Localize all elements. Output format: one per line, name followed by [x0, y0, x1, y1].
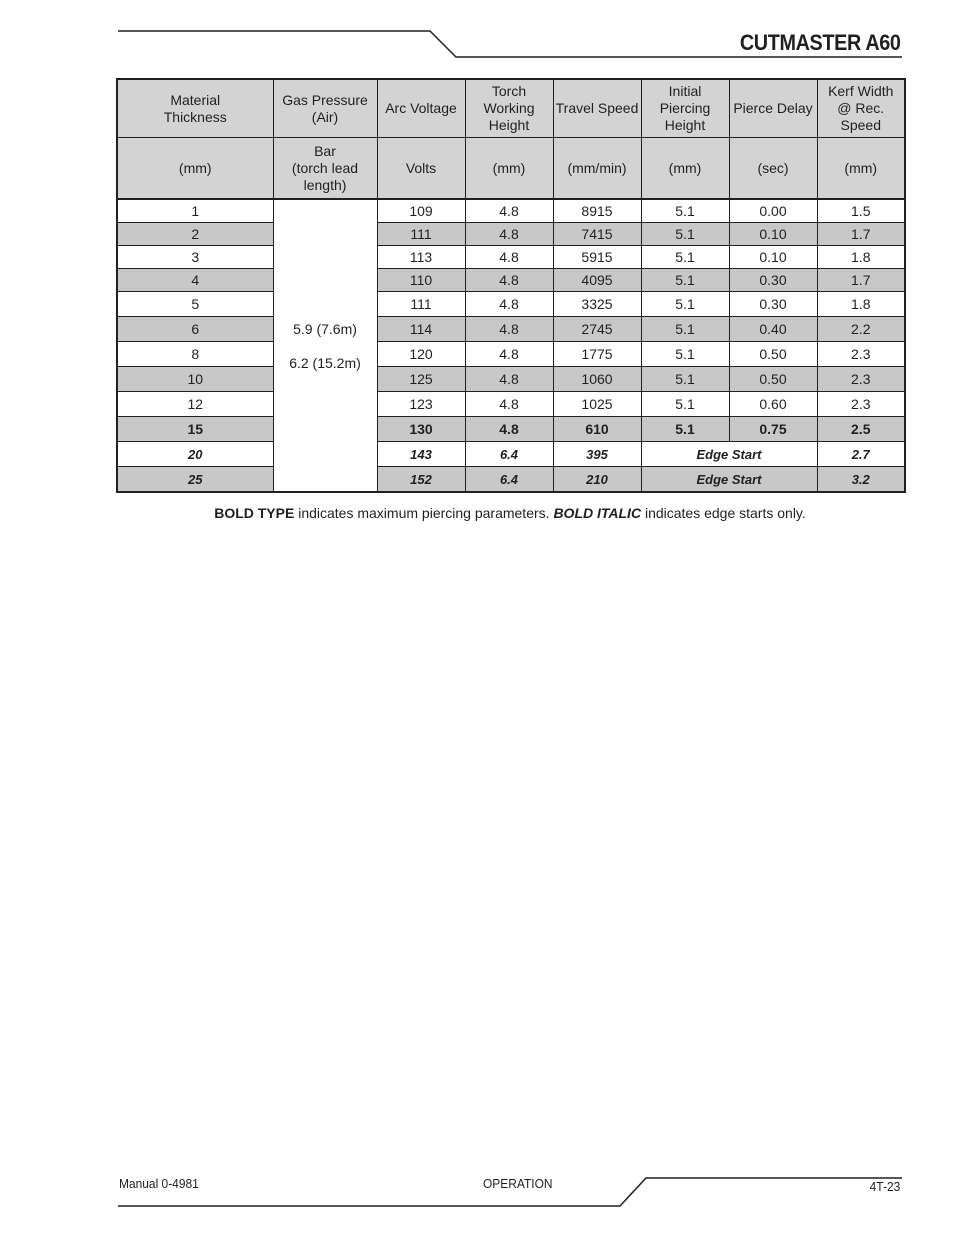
cell-initial-height: 5.1: [641, 246, 729, 269]
cell-thickness: 8: [117, 342, 273, 367]
cell-kerf-width: 1.7: [817, 269, 905, 292]
unit-travel-speed: (mm/min): [553, 138, 641, 200]
cell-torch-height: 4.8: [465, 223, 553, 246]
cell-thickness: 15: [117, 417, 273, 442]
cell-initial-height: 5.1: [641, 417, 729, 442]
cell-kerf-width: 2.3: [817, 342, 905, 367]
units-row: [117, 138, 905, 200]
cell-arc-voltage: 120: [377, 342, 465, 367]
cell-torch-height: 4.8: [465, 269, 553, 292]
cell-kerf-width: 1.7: [817, 223, 905, 246]
cell-kerf-width: 1.8: [817, 246, 905, 269]
cell-initial-height: 5.1: [641, 342, 729, 367]
cell-thickness: 2: [117, 223, 273, 246]
cell-kerf-width: 2.7: [817, 442, 905, 467]
cell-arc-voltage: 110: [377, 269, 465, 292]
header-material-thickness: Material Thickness: [117, 79, 273, 138]
table-footnote: [33, 505, 954, 521]
cell-arc-voltage: 130: [377, 417, 465, 442]
table-row: [117, 269, 905, 292]
header-torch-working-height: Torch Working Height: [465, 79, 553, 138]
cell-arc-voltage: 114: [377, 317, 465, 342]
unit-pierce-delay: (sec): [729, 138, 817, 200]
page-number: 4T-23: [869, 1179, 900, 1194]
table-row: [117, 223, 905, 246]
cell-pierce-delay: 0.30: [729, 269, 817, 292]
cell-pierce-delay: 0.50: [729, 367, 817, 392]
bold-italic-label: BOLD ITALIC: [553, 505, 642, 521]
cell-travel-speed: 3325: [553, 292, 641, 317]
header-kerf-width: Kerf Width @ Rec. Speed: [817, 79, 905, 138]
cell-edge-start: Edge Start: [641, 442, 817, 467]
cell-thickness: 25: [117, 467, 273, 493]
header-pierce-delay: Pierce Delay: [729, 79, 817, 138]
table-row: [117, 392, 905, 417]
cut-parameters-table: [116, 78, 906, 493]
cell-thickness: 3: [117, 246, 273, 269]
header-gas-pressure: Gas Pressure (Air): [273, 79, 377, 138]
cell-arc-voltage: 113: [377, 246, 465, 269]
cell-torch-height: 4.8: [465, 317, 553, 342]
table-row: [117, 442, 905, 467]
table-row: [117, 246, 905, 269]
table-row: [117, 292, 905, 317]
table-row: [117, 342, 905, 367]
cell-travel-speed: 1025: [553, 392, 641, 417]
cell-kerf-width: 3.2: [817, 467, 905, 493]
cell-thickness: 12: [117, 392, 273, 417]
cell-kerf-width: 2.3: [817, 367, 905, 392]
cell-torch-height: 4.8: [465, 417, 553, 442]
cell-travel-speed: 1775: [553, 342, 641, 367]
cell-arc-voltage: 152: [377, 467, 465, 493]
bold-type-label: BOLD TYPE: [214, 505, 295, 521]
cell-pierce-delay: 0.10: [729, 246, 817, 269]
cell-kerf-width: 1.5: [817, 199, 905, 223]
cell-kerf-width: 2.5: [817, 417, 905, 442]
cell-travel-speed: 395: [553, 442, 641, 467]
table-row: [117, 417, 905, 442]
unit-initial-piercing-height: (mm): [641, 138, 729, 200]
cell-thickness: 5: [117, 292, 273, 317]
cell-pierce-delay: 0.60: [729, 392, 817, 417]
cell-travel-speed: 210: [553, 467, 641, 493]
cell-arc-voltage: 109: [377, 199, 465, 223]
bold-italic-text: indicates edge starts only.: [641, 505, 806, 521]
cell-pierce-delay: 0.30: [729, 292, 817, 317]
header-row: [117, 79, 905, 138]
cell-travel-speed: 5915: [553, 246, 641, 269]
header-arc-voltage: Arc Voltage: [377, 79, 465, 138]
cell-initial-height: 5.1: [641, 367, 729, 392]
cell-travel-speed: 1060: [553, 367, 641, 392]
cell-travel-speed: 4095: [553, 269, 641, 292]
cell-torch-height: 4.8: [465, 367, 553, 392]
header-travel-speed: Travel Speed: [553, 79, 641, 138]
table-row: [117, 367, 905, 392]
unit-material-thickness: (mm): [117, 138, 273, 200]
unit-arc-voltage: Volts: [377, 138, 465, 200]
unit-gas-pressure: Bar (torch lead length): [273, 138, 377, 200]
bold-type-text: indicates maximum piercing parameters.: [294, 505, 554, 521]
cell-arc-voltage: 123: [377, 392, 465, 417]
table-row: [117, 467, 905, 493]
cell-arc-voltage: 143: [377, 442, 465, 467]
cell-initial-height: 5.1: [641, 269, 729, 292]
cell-torch-height: 6.4: [465, 467, 553, 493]
table-row: [117, 317, 905, 342]
cell-thickness: 4: [117, 269, 273, 292]
cell-arc-voltage: 111: [377, 292, 465, 317]
cell-arc-voltage: 125: [377, 367, 465, 392]
cell-initial-height: 5.1: [641, 223, 729, 246]
document-title: CUTMASTER A60: [740, 30, 901, 55]
cell-kerf-width: 2.2: [817, 317, 905, 342]
cell-torch-height: 4.8: [465, 292, 553, 317]
cell-pierce-delay: 0.50: [729, 342, 817, 367]
cell-travel-speed: 8915: [553, 199, 641, 223]
cell-pierce-delay: 0.40: [729, 317, 817, 342]
cell-thickness: 20: [117, 442, 273, 467]
cell-kerf-width: 2.3: [817, 392, 905, 417]
cell-pierce-delay: 0.00: [729, 199, 817, 223]
cell-travel-speed: 2745: [553, 317, 641, 342]
cell-gas-pressure: 5.9 (7.6m) 6.2 (15.2m): [273, 199, 377, 492]
cell-initial-height: 5.1: [641, 292, 729, 317]
cell-pierce-delay: 0.75: [729, 417, 817, 442]
cell-torch-height: 6.4: [465, 442, 553, 467]
cell-kerf-width: 1.8: [817, 292, 905, 317]
cell-initial-height: 5.1: [641, 317, 729, 342]
cell-torch-height: 4.8: [465, 246, 553, 269]
manual-number: Manual 0-4981: [119, 1176, 199, 1191]
cell-torch-height: 4.8: [465, 199, 553, 223]
cell-thickness: 6: [117, 317, 273, 342]
cell-thickness: 10: [117, 367, 273, 392]
cell-travel-speed: 610: [553, 417, 641, 442]
cell-torch-height: 4.8: [465, 342, 553, 367]
cell-initial-height: 5.1: [641, 199, 729, 223]
cell-thickness: 1: [117, 199, 273, 223]
cell-pierce-delay: 0.10: [729, 223, 817, 246]
cell-torch-height: 4.8: [465, 392, 553, 417]
header-initial-piercing-height: Initial Piercing Height: [641, 79, 729, 138]
unit-kerf-width: (mm): [817, 138, 905, 200]
cell-initial-height: 5.1: [641, 392, 729, 417]
table-row: [117, 199, 905, 223]
cell-travel-speed: 7415: [553, 223, 641, 246]
cell-arc-voltage: 111: [377, 223, 465, 246]
unit-torch-working-height: (mm): [465, 138, 553, 200]
section-name: OPERATION: [483, 1176, 553, 1191]
cell-edge-start: Edge Start: [641, 467, 817, 493]
